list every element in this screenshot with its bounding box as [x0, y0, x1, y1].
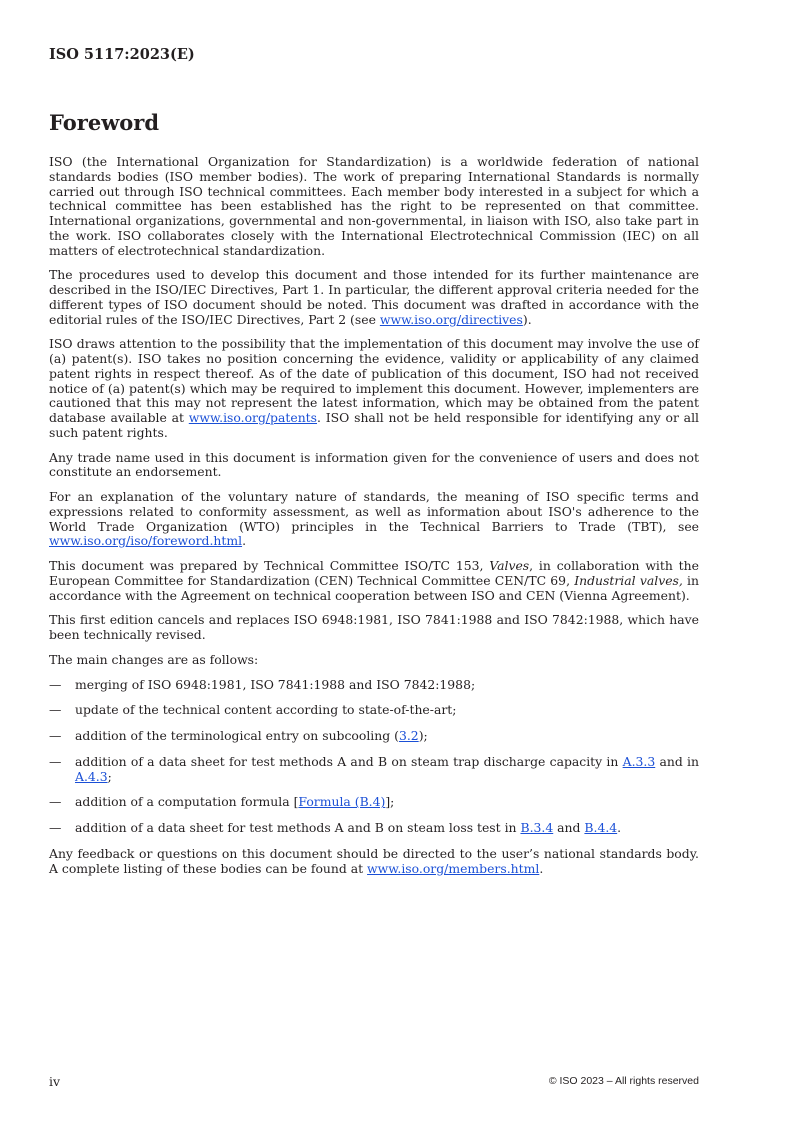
- changes-list: [49, 678, 699, 836]
- dash-bullet: —: [49, 820, 62, 835]
- paragraph-feedback: Any feedback or questions on this document should be directed to the user’s national standards body. A complete listing of these bodies can be found at www.iso.org/members.html.: [49, 845, 699, 876]
- paragraph-voluntary-nature: For an explanation of the voluntary nature of standards, the meaning of ISO specific terms and expressions related to conformity assessment, as well as information about ISO's adherence to the World Trade Organization (WTO) principles in the Technical Barriers to Trade (TBT), see www.iso.org/iso/foreword.html.: [49, 489, 699, 549]
- paragraph-iso-intro: ISO (the International Organization for Standardization) is a worldwide federation of national standards bodies (ISO member bodies). The work of preparing International Standards is normally carried out through ISO technical committees. Each member body interested in a subject for which a technical committee has been established has the right to be represented on that committee. International organizations, governmental and non-governmental, in liaison with ISO, also take part in the work. ISO collaborates closely with the International Electrotechnical Commission (IEC) on all matters of electrotechnical standardization.: [49, 154, 699, 258]
- paragraph-main-changes: The main changes are as follows:: [49, 651, 259, 667]
- dash-bullet: —: [49, 728, 62, 743]
- paragraph-patents: ISO draws attention to the possibility that the implementation of this document may involve the use of (a) patent(s). ISO takes no position concerning the evidence, validity or applicability of any claimed patent rights in respect thereof. As of the date of publication of this document, ISO had not received notice of (a) patent(s) which may be required to implement this document. However, implementers are cautioned that this may not represent the latest information, which may be obtained from the patent database available at www.iso.org/patents. ISO shall not be held responsible for identifying any or all such patent rights.: [49, 336, 699, 440]
- ref-link-formula-b-4[interactable]: Formula (B.4): [298, 794, 386, 810]
- paragraph-procedures: The procedures used to develop this document and those intended for its further maintenance are described in the ISO/IEC Directives, Part 1. In particular, the different approval criteria needed for the different types of ISO document should be noted. This document was drafted in accordance with the editorial rules of the ISO/IEC Directives, Part 2 (see www.iso.org/directives).: [49, 267, 699, 327]
- page-number: iv: [49, 1074, 61, 1089]
- copyright-notice: © ISO 2023 – All rights reserved: [548, 1075, 699, 1087]
- list-item: — merging of ISO 6948:1981, ISO 7841:1988 and ISO 7842:1988;: [49, 676, 476, 692]
- dash-bullet: —: [49, 676, 62, 692]
- page-title: Foreword: [49, 110, 160, 135]
- ref-link-a-3-3[interactable]: A.3.3: [622, 753, 656, 769]
- paragraph-trade-name: Any trade name used in this document is information given for the convenience of users and does not constitute an endorsement.: [49, 449, 699, 480]
- foreword-body: [49, 155, 699, 886]
- directives-link[interactable]: www.iso.org/directives: [379, 311, 523, 327]
- list-item: — addition of a data sheet for test methods A and B on steam trap discharge capacity in A.3.3 and in A.4.3;: [49, 753, 699, 784]
- patents-link[interactable]: www.iso.org/patents: [188, 410, 318, 425]
- paragraph-committee: This document was prepared by Technical Committee ISO/TC 153, Valves, in collaboration with the European Committee for Standardization (CEN) Technical Committee CEN/TC 69, Industrial valves, in accordance with the Agreement on technical cooperation between ISO and CEN (Vienna Agreement).: [49, 558, 700, 603]
- members-link[interactable]: www.iso.org/members.html: [367, 860, 540, 876]
- paragraph-edition: This first edition cancels and replaces ISO 6948:1981, ISO 7841:1988 and ISO 7842:1988, which have been technically revised.: [49, 612, 699, 642]
- list-item: — addition of a computation formula [Formula (B.4)];: [49, 794, 395, 810]
- foreword-link[interactable]: www.iso.org/iso/foreword.html: [49, 533, 243, 549]
- dash-bullet: —: [49, 794, 62, 810]
- ref-link-3-2[interactable]: 3.2: [398, 728, 419, 743]
- list-item: — update of the technical content according to state-of-the-art;: [49, 702, 457, 718]
- ref-link-a-4-3[interactable]: A.4.3: [75, 768, 108, 784]
- list-item: — addition of the terminological entry on subcooling (3.2);: [49, 728, 428, 743]
- dash-bullet: —: [49, 702, 62, 718]
- document-id: ISO 5117:2023(E): [49, 46, 195, 63]
- ref-link-b-3-4[interactable]: B.3.4: [520, 820, 554, 835]
- list-item: — addition of a data sheet for test methods A and B on steam loss test in B.3.4 and B.4.4.: [49, 820, 622, 835]
- ref-link-b-4-4[interactable]: B.4.4: [584, 820, 618, 835]
- dash-bullet: —: [49, 753, 62, 769]
